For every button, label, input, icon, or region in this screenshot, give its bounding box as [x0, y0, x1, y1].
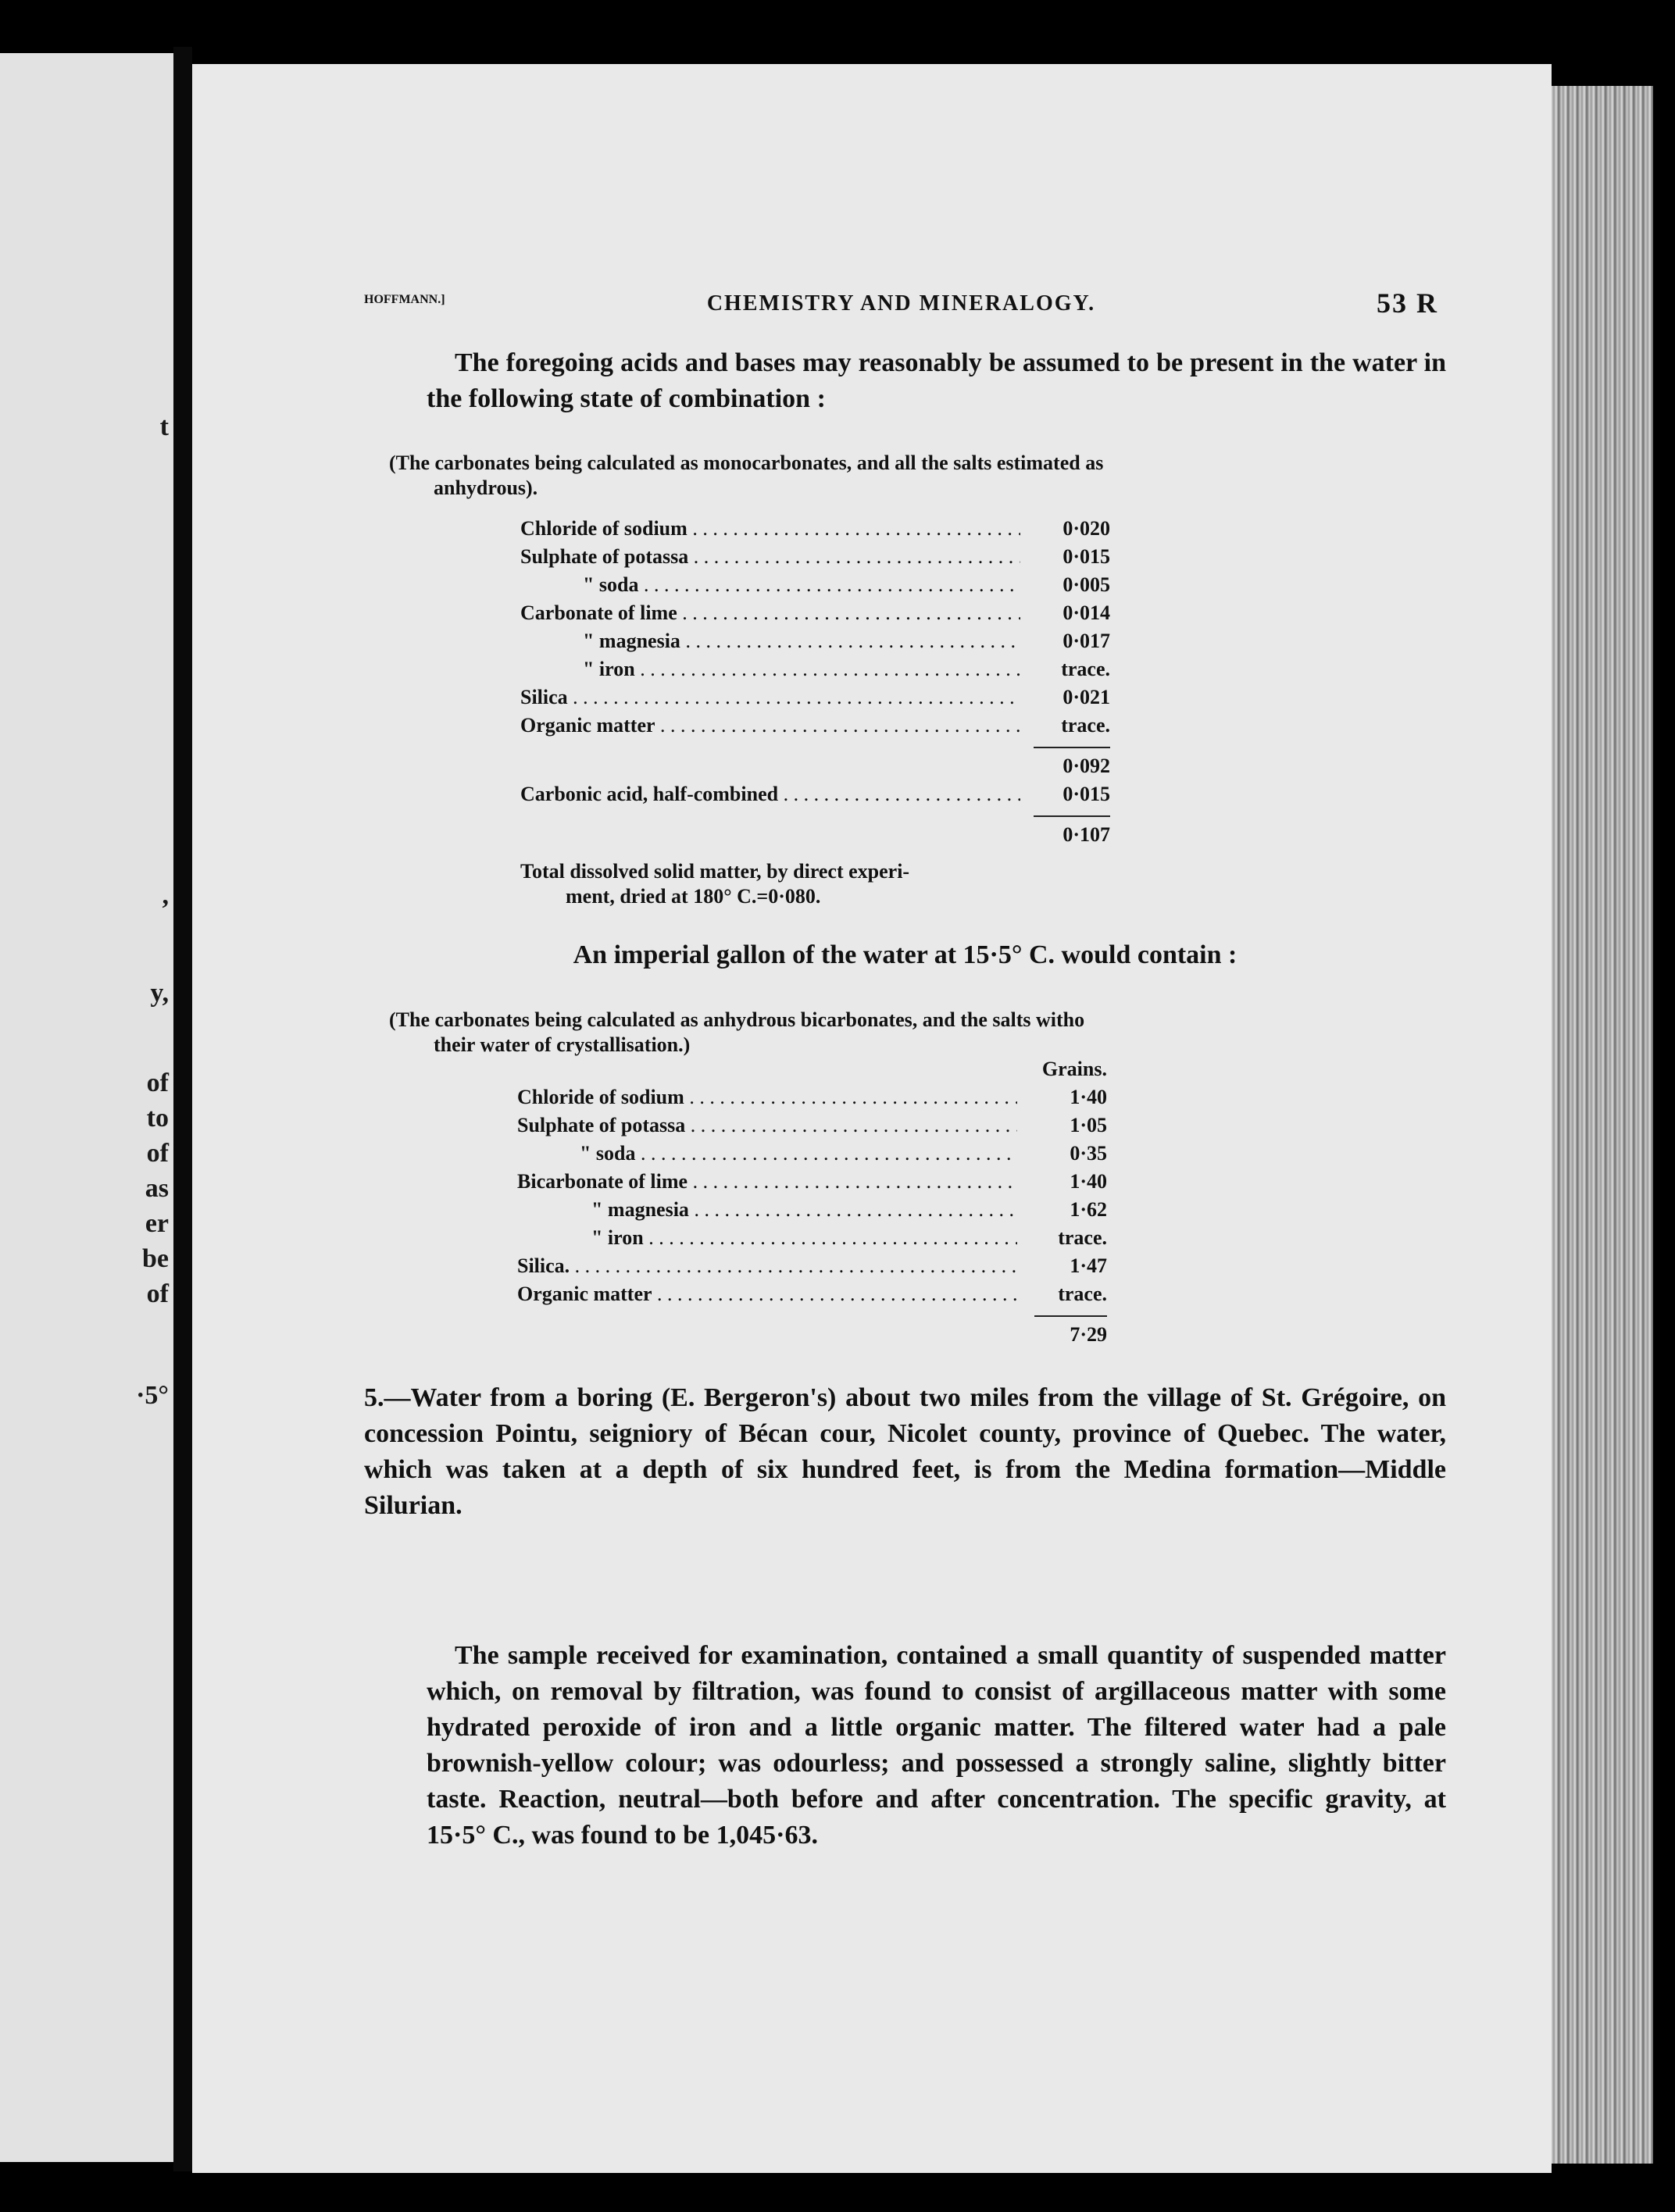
- fragment-text: ·5°: [136, 1381, 169, 1410]
- book-gutter: [173, 47, 192, 2171]
- row-label: Organic matter . . .: [520, 714, 1020, 740]
- fragment-text: ,: [162, 881, 169, 910]
- page-title: CHEMISTRY AND MINERALOGY.: [706, 291, 1096, 316]
- table-row: [517, 1086, 1107, 1112]
- row-value: 0·014: [1062, 601, 1110, 624]
- row-value: 1·40: [1070, 1170, 1107, 1193]
- row-label: " soda . . .: [520, 573, 1020, 600]
- fragment-text: of: [146, 1279, 169, 1308]
- row-label: Sulphate of potassa . . .: [520, 545, 1020, 572]
- row-label: Chloride of sodium . . .: [517, 1086, 1017, 1112]
- row-value: 0·35: [1070, 1142, 1107, 1165]
- table-row: [517, 1283, 1107, 1309]
- section-5-paragraph: [364, 1380, 1446, 1524]
- row-value: trace.: [1061, 714, 1110, 737]
- row-value: trace.: [1058, 1283, 1107, 1305]
- row-label: " iron . . .: [520, 658, 1020, 684]
- fragment-text: t: [159, 412, 169, 441]
- row-value: 1·05: [1070, 1114, 1107, 1136]
- fragment-text: of: [146, 1139, 169, 1168]
- row-value: 0·020: [1062, 517, 1110, 540]
- note-monocarbonates: [389, 451, 1452, 501]
- table-row: [520, 573, 1110, 600]
- sum-rule: [1034, 1315, 1107, 1317]
- subtotal-row: [520, 755, 1110, 781]
- note-line: anhydrous).: [434, 476, 538, 499]
- row-value: 0·021: [1062, 686, 1110, 708]
- row-label: Carbonate of lime . . .: [520, 601, 1020, 628]
- row-label: Chloride of sodium . . .: [520, 517, 1020, 544]
- table-row: [520, 686, 1110, 712]
- fragment-text: as: [145, 1174, 169, 1203]
- row-value: 0·015: [1062, 783, 1110, 805]
- facing-page-fragment: [0, 53, 173, 2162]
- row-label: Silica. . . .: [517, 1254, 1017, 1281]
- total-row: [520, 823, 1110, 850]
- note-bicarbonates: [389, 1008, 1452, 1058]
- row-label: Silica . . .: [520, 686, 1020, 712]
- table-row: [520, 545, 1110, 572]
- table-row: [517, 1254, 1107, 1281]
- table-row: [520, 658, 1110, 684]
- sample-paragraph: The sample received for examination, contained a small quantity of suspended matter which, on removal by filtration, was found to consist of argillaceous matter with some hydrated peroxide of iron and a little organic matter. The filtered water had a pale brownish-yellow colour; was odourless; and possessed a strongly saline, slightly bitter taste. Reaction, neutral—both before and after concentration. The specific gravity, at 15·5° C., was found to be 1,045·63.: [427, 1641, 1446, 1850]
- sum-rule: [1034, 815, 1110, 817]
- note-line: their water of crystallisation.): [434, 1033, 691, 1056]
- fragment-text: er: [145, 1209, 169, 1238]
- row-label: " soda . . .: [517, 1142, 1017, 1168]
- page-edges: [1552, 86, 1653, 2164]
- table-row: [517, 1226, 1107, 1253]
- table-row: [520, 517, 1110, 544]
- row-label: Sulphate of potassa . . .: [517, 1114, 1017, 1140]
- table-row: [520, 714, 1110, 740]
- fragment-text: y,: [150, 979, 169, 1008]
- fragment-text: to: [146, 1104, 169, 1133]
- row-value: 0·017: [1062, 630, 1110, 652]
- note-line: (The carbonates being calculated as monocarbonates, and all the salts estimated as: [389, 451, 1104, 474]
- unit-label: Grains.: [1041, 1058, 1107, 1080]
- row-label: " magnesia . . .: [520, 630, 1020, 656]
- row-label: Organic matter . . .: [517, 1283, 1017, 1309]
- author-tag: HOFFMANN.]: [364, 293, 445, 306]
- gallon-heading: An imperial gallon of the water at 15·5° C. would contain :: [573, 940, 1238, 969]
- row-label: " magnesia . . .: [517, 1198, 1017, 1225]
- row-value: 1·47: [1070, 1254, 1107, 1277]
- total-value: 0·107: [1062, 823, 1110, 846]
- table-row: [517, 1142, 1107, 1168]
- table-row: [517, 1170, 1107, 1197]
- table-row: [520, 601, 1110, 628]
- row-label: Bicarbonate of lime . . .: [517, 1170, 1017, 1197]
- sum-rule: [1034, 747, 1110, 748]
- row-label: Carbonic acid, half-combined . . .: [520, 783, 1020, 809]
- table-row: [517, 1198, 1107, 1225]
- fragment-text: be: [142, 1244, 169, 1273]
- unit-row: [517, 1058, 1107, 1084]
- note-line: (The carbonates being calculated as anhydrous bicarbonates, and the salts witho: [389, 1008, 1085, 1031]
- row-value: 0·005: [1062, 573, 1110, 596]
- row-value: 1·62: [1070, 1198, 1107, 1221]
- row-label: " iron . . .: [517, 1226, 1017, 1253]
- row-value: trace.: [1058, 1226, 1107, 1249]
- book-page: [192, 64, 1552, 2173]
- row-value: 1·40: [1070, 1086, 1107, 1108]
- table-row: [517, 1114, 1107, 1140]
- total-value: 7·29: [1070, 1323, 1107, 1346]
- fragment-text: of: [146, 1069, 169, 1097]
- intro-paragraph: The foregoing acids and bases may reasonably be assumed to be present in the water in the following state of combination :: [427, 348, 1446, 413]
- subtotal-value: 0·092: [1062, 755, 1110, 777]
- section-text: —Water from a boring (E. Bergeron's) about two miles from the village of St. Grégoire, on concession Pointu, seigniory of Bécan cour, Nicolet county, province of Quebec. The water, which was taken at a depth of six hundred feet, is from the Medina formation—Middle Silurian.: [364, 1383, 1446, 1520]
- footnote-line: ment, dried at 180° C.=0·080.: [566, 885, 821, 908]
- table-row: [520, 783, 1110, 809]
- running-head: [364, 287, 1438, 326]
- table-footnote: [520, 859, 1052, 909]
- table-row: [520, 630, 1110, 656]
- total-row: [517, 1323, 1107, 1350]
- row-value: 0·015: [1062, 545, 1110, 568]
- section-number: 5.: [364, 1383, 384, 1412]
- page-number: 53 R: [1377, 287, 1438, 319]
- footnote-line: Total dissolved solid matter, by direct experi-: [520, 860, 910, 883]
- row-value: trace.: [1061, 658, 1110, 680]
